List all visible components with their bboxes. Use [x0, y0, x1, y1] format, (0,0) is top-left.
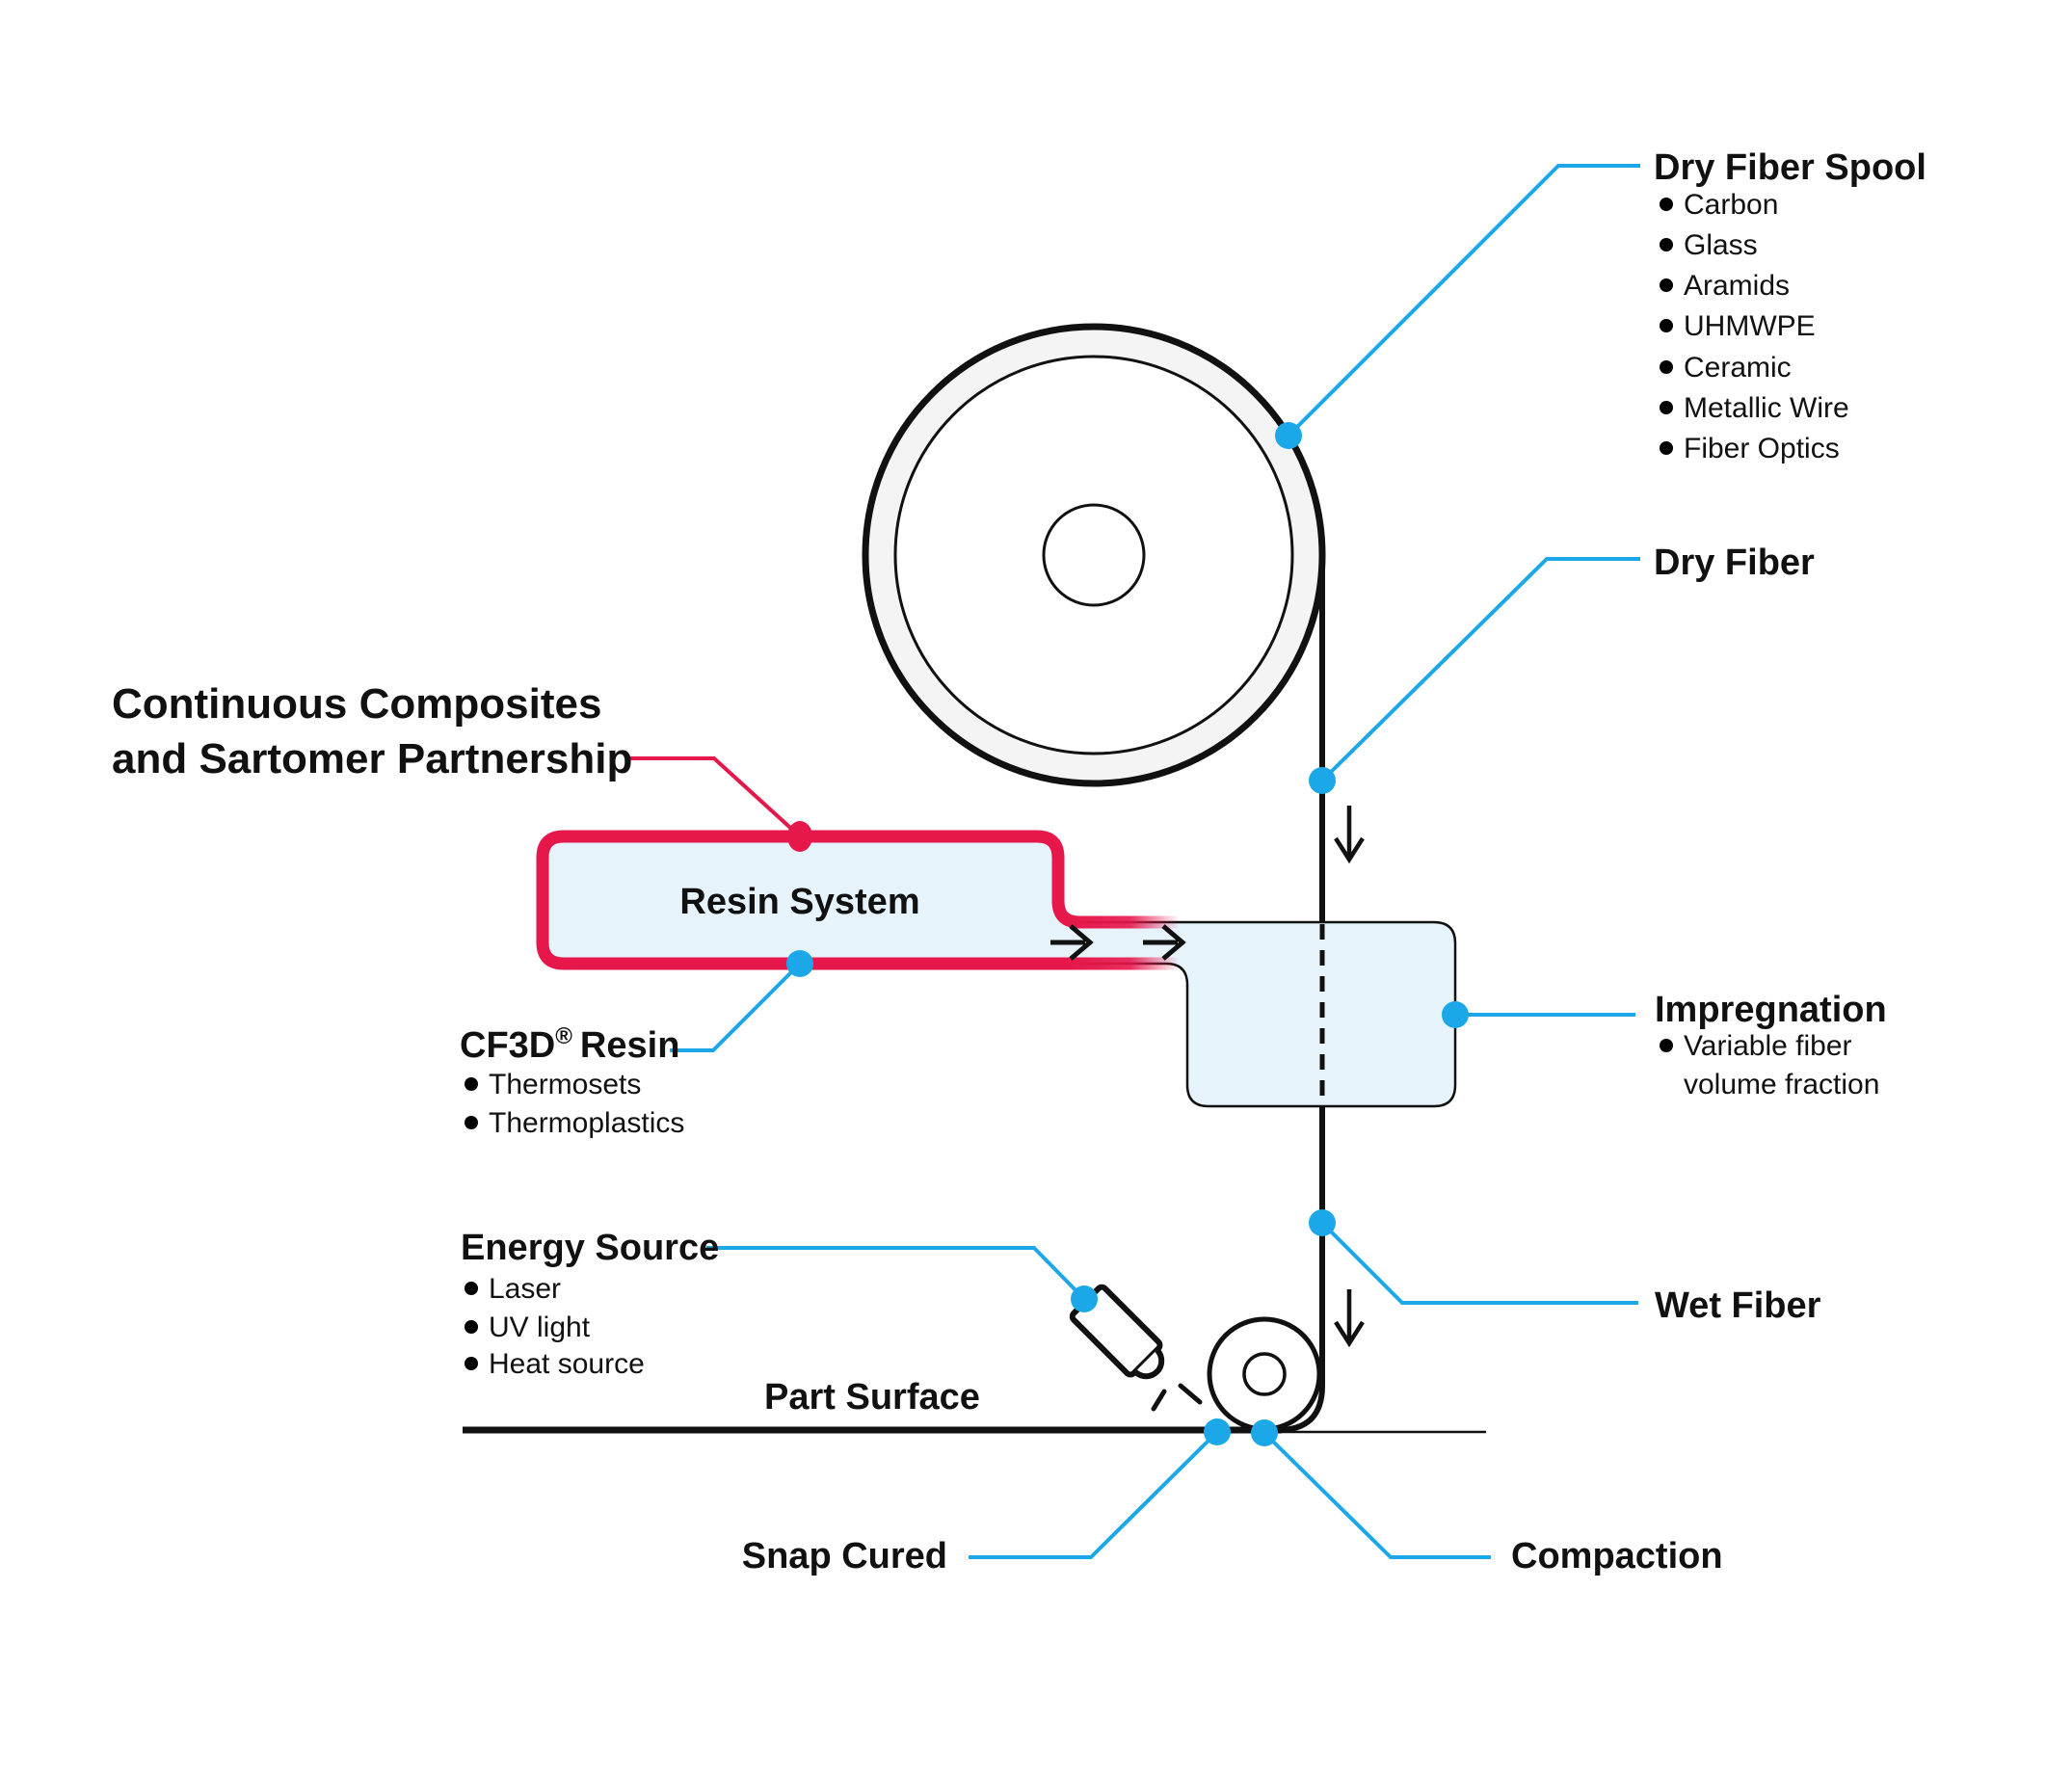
spool-hub: [1044, 505, 1144, 605]
bullet-icon: [1660, 360, 1673, 374]
list-item: Thermoplastics: [489, 1107, 685, 1139]
diagram-title: [112, 680, 632, 782]
dot-snap-cured: [1204, 1418, 1231, 1445]
snap-cured-label: Snap Cured: [741, 1536, 947, 1576]
compaction-label: Compaction: [1511, 1536, 1723, 1576]
bullet-icon: [465, 1116, 478, 1129]
title-line-1: Continuous Composites: [112, 680, 602, 728]
dot-wet-fiber: [1309, 1209, 1336, 1236]
part-surface-label: Part Surface: [764, 1377, 980, 1417]
dry-fiber-label: Dry Fiber: [1654, 543, 1815, 583]
list-item: UHMWPE: [1684, 310, 1816, 342]
dot-dry-fiber-spool: [1275, 422, 1302, 449]
callout-line-dry-fiber: [1322, 559, 1640, 781]
bullet-icon: [1660, 198, 1673, 211]
list-item: Heat source: [489, 1348, 645, 1380]
callout-line-wet-fiber: [1322, 1223, 1638, 1303]
dot-impregnation: [1442, 1001, 1469, 1028]
label-impregnation: [1655, 990, 1887, 1100]
callout-line-snap-cured: [969, 1432, 1217, 1557]
bullet-icon: [465, 1357, 478, 1370]
callout-line-partnership: [625, 758, 800, 836]
bullet-icon: [1660, 1039, 1673, 1052]
bullet-icon: [465, 1282, 478, 1295]
resin-vessel: [543, 836, 1455, 1106]
roller-inner: [1244, 1354, 1285, 1394]
laser-ray-2: [1181, 1386, 1200, 1402]
energy-source-label: Energy Source: [461, 1228, 720, 1268]
callout-line-cf3d-resin: [670, 964, 800, 1050]
dot-dry-fiber: [1309, 767, 1336, 794]
dot-partnership: [787, 821, 812, 852]
bullet-icon: [1660, 319, 1673, 332]
dot-cf3d-resin: [786, 950, 813, 977]
down-arrow-wet-fiber: [1336, 1289, 1363, 1343]
list-item: volume fraction: [1684, 1069, 1880, 1100]
list-item: Fiber Optics: [1684, 433, 1840, 464]
list-item: Variable fiber: [1684, 1030, 1852, 1062]
dry-fiber-spool-list: [1660, 189, 1849, 464]
cf3d-resin-label: CF3D® Resin: [460, 1023, 680, 1066]
down-arrow-dry-fiber: [1336, 806, 1363, 860]
label-dry-fiber-spool: [1654, 147, 1926, 464]
list-item: Metallic Wire: [1684, 392, 1849, 424]
list-item: Laser: [489, 1273, 562, 1305]
bullet-icon: [1660, 401, 1673, 414]
label-energy-source: [461, 1228, 719, 1380]
bullet-icon: [465, 1320, 478, 1334]
resin-vessel-fill: [543, 836, 1455, 1106]
list-item: Carbon: [1684, 189, 1779, 221]
dry-fiber-spool-graphic: [865, 327, 1322, 783]
resin-system-label: Resin System: [679, 882, 920, 922]
list-item: UV light: [489, 1311, 591, 1343]
compaction-roller: [1209, 1319, 1319, 1429]
bullet-icon: [1660, 441, 1673, 455]
bullet-icon: [1660, 238, 1673, 252]
wet-fiber-label: Wet Fiber: [1655, 1285, 1821, 1326]
callout-line-energy-source: [706, 1248, 1084, 1299]
title-line-2: and Sartomer Partnership: [112, 735, 633, 782]
list-item: Glass: [1684, 229, 1758, 261]
bullet-icon: [465, 1077, 478, 1091]
label-cf3d-resin: [460, 1023, 684, 1139]
bullet-icon: [1660, 278, 1673, 292]
callout-line-compaction: [1264, 1433, 1491, 1557]
dry-fiber-spool-label: Dry Fiber Spool: [1654, 147, 1926, 188]
dot-energy-source: [1071, 1285, 1098, 1312]
laser-ray-1: [1154, 1391, 1164, 1409]
list-item: Thermosets: [489, 1069, 642, 1100]
list-item: Ceramic: [1684, 352, 1792, 384]
dot-compaction: [1251, 1419, 1278, 1446]
callout-line-dry-fiber-spool: [1288, 166, 1640, 436]
list-item: Aramids: [1684, 270, 1791, 302]
impregnation-label: Impregnation: [1655, 990, 1887, 1030]
